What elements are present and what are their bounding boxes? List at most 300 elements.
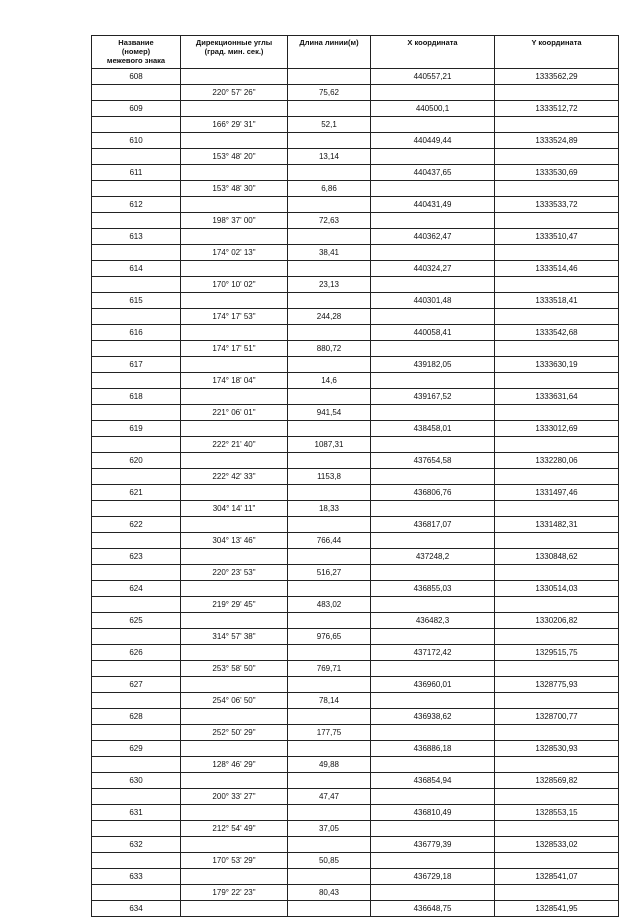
point-row	[92, 229, 619, 245]
empty-cell	[181, 645, 288, 661]
empty-cell	[92, 341, 181, 357]
segment-row	[92, 661, 619, 677]
point-name-cell: 631	[92, 805, 181, 821]
bearing-cell: 304° 13' 46"	[181, 533, 288, 549]
bearing-cell: 153° 48' 30"	[181, 181, 288, 197]
y-coordinate-cell: 1330514,03	[495, 581, 619, 597]
bearing-cell: 212° 54' 49"	[181, 821, 288, 837]
header-text: Y координата	[531, 38, 582, 47]
empty-cell	[92, 181, 181, 197]
empty-cell	[371, 213, 495, 229]
length-cell: 769,71	[288, 661, 371, 677]
point-name-cell: 619	[92, 421, 181, 437]
empty-cell	[92, 757, 181, 773]
y-coordinate-cell: 1332280,06	[495, 453, 619, 469]
empty-cell	[181, 485, 288, 501]
point-name-cell: 616	[92, 325, 181, 341]
point-row	[92, 485, 619, 501]
column-header-x-coordinate	[371, 36, 495, 69]
y-coordinate-cell: 1328533,02	[495, 837, 619, 853]
x-coordinate-cell: 440437,65	[371, 165, 495, 181]
empty-cell	[495, 757, 619, 773]
bearing-cell: 252° 50' 29"	[181, 725, 288, 741]
point-row	[92, 357, 619, 373]
empty-cell	[92, 853, 181, 869]
bearing-cell: 198° 37' 00"	[181, 213, 288, 229]
empty-cell	[371, 245, 495, 261]
x-coordinate-cell: 439167,52	[371, 389, 495, 405]
x-coordinate-cell: 436779,39	[371, 837, 495, 853]
empty-cell	[371, 693, 495, 709]
empty-cell	[181, 325, 288, 341]
x-coordinate-cell: 436729,18	[371, 869, 495, 885]
y-coordinate-cell: 1333510,47	[495, 229, 619, 245]
point-row	[92, 805, 619, 821]
segment-row	[92, 629, 619, 645]
empty-cell	[92, 501, 181, 517]
empty-cell	[181, 197, 288, 213]
x-coordinate-cell: 440058,41	[371, 325, 495, 341]
length-cell: 1087,31	[288, 437, 371, 453]
empty-cell	[181, 421, 288, 437]
segment-row	[92, 597, 619, 613]
point-row	[92, 677, 619, 693]
bearing-cell: 254° 06' 50"	[181, 693, 288, 709]
length-cell: 941,54	[288, 405, 371, 421]
point-row	[92, 901, 619, 917]
segment-row	[92, 85, 619, 101]
length-cell: 78,14	[288, 693, 371, 709]
point-name-cell: 610	[92, 133, 181, 149]
point-name-cell: 612	[92, 197, 181, 213]
point-name-cell: 634	[92, 901, 181, 917]
x-coordinate-cell: 436960,01	[371, 677, 495, 693]
empty-cell	[495, 821, 619, 837]
point-row	[92, 517, 619, 533]
empty-cell	[181, 773, 288, 789]
empty-cell	[181, 453, 288, 469]
empty-cell	[371, 373, 495, 389]
empty-cell	[92, 85, 181, 101]
empty-cell	[495, 533, 619, 549]
empty-cell	[92, 373, 181, 389]
point-name-cell: 617	[92, 357, 181, 373]
empty-cell	[181, 741, 288, 757]
y-coordinate-cell: 1333630,19	[495, 357, 619, 373]
point-row	[92, 133, 619, 149]
empty-cell	[495, 661, 619, 677]
empty-cell	[181, 869, 288, 885]
y-coordinate-cell: 1333514,46	[495, 261, 619, 277]
length-cell: 177,75	[288, 725, 371, 741]
empty-cell	[288, 901, 371, 917]
x-coordinate-cell: 437172,42	[371, 645, 495, 661]
table-body	[92, 69, 619, 917]
empty-cell	[92, 437, 181, 453]
y-coordinate-cell: 1329515,75	[495, 645, 619, 661]
empty-cell	[495, 245, 619, 261]
point-name-cell: 630	[92, 773, 181, 789]
y-coordinate-cell: 1333012,69	[495, 421, 619, 437]
empty-cell	[495, 309, 619, 325]
table-header-row	[92, 36, 619, 69]
header-text: Длина линии(м)	[299, 38, 359, 47]
segment-row	[92, 885, 619, 901]
empty-cell	[371, 661, 495, 677]
y-coordinate-cell: 1333631,64	[495, 389, 619, 405]
empty-cell	[371, 853, 495, 869]
x-coordinate-cell: 440449,44	[371, 133, 495, 149]
bearing-cell: 174° 17' 53"	[181, 309, 288, 325]
y-coordinate-cell: 1328541,07	[495, 869, 619, 885]
segment-row	[92, 725, 619, 741]
empty-cell	[495, 85, 619, 101]
empty-cell	[181, 517, 288, 533]
y-coordinate-cell: 1333530,69	[495, 165, 619, 181]
empty-cell	[288, 261, 371, 277]
point-name-cell: 608	[92, 69, 181, 85]
x-coordinate-cell: 438458,01	[371, 421, 495, 437]
segment-row	[92, 469, 619, 485]
empty-cell	[371, 725, 495, 741]
empty-cell	[92, 117, 181, 133]
segment-row	[92, 501, 619, 517]
x-coordinate-cell: 440301,48	[371, 293, 495, 309]
length-cell: 766,44	[288, 533, 371, 549]
point-name-cell: 628	[92, 709, 181, 725]
y-coordinate-cell: 1328553,15	[495, 805, 619, 821]
point-name-cell: 627	[92, 677, 181, 693]
empty-cell	[181, 165, 288, 181]
point-name-cell: 623	[92, 549, 181, 565]
empty-cell	[92, 789, 181, 805]
empty-cell	[92, 277, 181, 293]
segment-row	[92, 181, 619, 197]
point-row	[92, 549, 619, 565]
empty-cell	[288, 869, 371, 885]
point-name-cell: 611	[92, 165, 181, 181]
segment-row	[92, 341, 619, 357]
empty-cell	[181, 613, 288, 629]
x-coordinate-cell: 437654,58	[371, 453, 495, 469]
x-coordinate-cell: 436886,18	[371, 741, 495, 757]
segment-row	[92, 565, 619, 581]
bearing-cell: 200° 33' 27"	[181, 789, 288, 805]
y-coordinate-cell: 1333518,41	[495, 293, 619, 309]
empty-cell	[288, 549, 371, 565]
bearing-cell: 222° 42' 33"	[181, 469, 288, 485]
empty-cell	[181, 549, 288, 565]
point-row	[92, 325, 619, 341]
x-coordinate-cell: 436810,49	[371, 805, 495, 821]
length-cell: 72,63	[288, 213, 371, 229]
point-row	[92, 101, 619, 117]
x-coordinate-cell: 440431,49	[371, 197, 495, 213]
empty-cell	[288, 165, 371, 181]
length-cell: 75,62	[288, 85, 371, 101]
y-coordinate-cell: 1331497,46	[495, 485, 619, 501]
empty-cell	[371, 117, 495, 133]
point-row	[92, 293, 619, 309]
y-coordinate-cell: 1328569,82	[495, 773, 619, 789]
empty-cell	[288, 485, 371, 501]
y-coordinate-cell: 1328530,93	[495, 741, 619, 757]
empty-cell	[92, 821, 181, 837]
bearing-cell: 153° 48' 20"	[181, 149, 288, 165]
bearing-cell: 221° 06' 01"	[181, 405, 288, 421]
segment-row	[92, 245, 619, 261]
point-name-cell: 621	[92, 485, 181, 501]
point-row	[92, 869, 619, 885]
length-cell: 14,6	[288, 373, 371, 389]
empty-cell	[181, 805, 288, 821]
empty-cell	[92, 405, 181, 421]
empty-cell	[181, 837, 288, 853]
empty-cell	[288, 197, 371, 213]
length-cell: 1153,8	[288, 469, 371, 485]
point-name-cell: 622	[92, 517, 181, 533]
empty-cell	[288, 101, 371, 117]
y-coordinate-cell: 1333524,89	[495, 133, 619, 149]
empty-cell	[92, 469, 181, 485]
point-row	[92, 613, 619, 629]
empty-cell	[495, 277, 619, 293]
point-row	[92, 773, 619, 789]
empty-cell	[181, 101, 288, 117]
point-row	[92, 197, 619, 213]
empty-cell	[371, 789, 495, 805]
point-row	[92, 453, 619, 469]
length-cell: 483,02	[288, 597, 371, 613]
empty-cell	[181, 293, 288, 309]
x-coordinate-cell: 436817,07	[371, 517, 495, 533]
bearing-cell: 170° 10' 02"	[181, 277, 288, 293]
empty-cell	[371, 309, 495, 325]
empty-cell	[288, 613, 371, 629]
segment-row	[92, 117, 619, 133]
header-text: (град. мин. сек.)	[204, 47, 264, 56]
bearing-cell: 253° 58' 50"	[181, 661, 288, 677]
empty-cell	[495, 405, 619, 421]
empty-cell	[495, 693, 619, 709]
segment-row	[92, 309, 619, 325]
empty-cell	[92, 565, 181, 581]
point-name-cell: 629	[92, 741, 181, 757]
empty-cell	[181, 389, 288, 405]
segment-row	[92, 277, 619, 293]
empty-cell	[495, 597, 619, 613]
point-name-cell: 609	[92, 101, 181, 117]
empty-cell	[288, 325, 371, 341]
y-coordinate-cell: 1333542,68	[495, 325, 619, 341]
empty-cell	[181, 357, 288, 373]
point-name-cell: 633	[92, 869, 181, 885]
length-cell: 880,72	[288, 341, 371, 357]
empty-cell	[181, 261, 288, 277]
empty-cell	[495, 853, 619, 869]
x-coordinate-cell: 440362,47	[371, 229, 495, 245]
empty-cell	[371, 341, 495, 357]
empty-cell	[288, 773, 371, 789]
empty-cell	[288, 677, 371, 693]
bearing-cell: 174° 17' 51"	[181, 341, 288, 357]
empty-cell	[371, 757, 495, 773]
empty-cell	[92, 629, 181, 645]
empty-cell	[288, 645, 371, 661]
segment-row	[92, 693, 619, 709]
bearing-cell: 179° 22' 23"	[181, 885, 288, 901]
empty-cell	[288, 709, 371, 725]
empty-cell	[371, 597, 495, 613]
length-cell: 49,88	[288, 757, 371, 773]
empty-cell	[371, 437, 495, 453]
bearing-cell: 128° 46' 29"	[181, 757, 288, 773]
segment-row	[92, 789, 619, 805]
empty-cell	[92, 533, 181, 549]
point-row	[92, 741, 619, 757]
empty-cell	[288, 741, 371, 757]
x-coordinate-cell: 439182,05	[371, 357, 495, 373]
length-cell: 38,41	[288, 245, 371, 261]
empty-cell	[92, 693, 181, 709]
empty-cell	[371, 501, 495, 517]
y-coordinate-cell: 1330848,62	[495, 549, 619, 565]
x-coordinate-cell: 436938,62	[371, 709, 495, 725]
x-coordinate-cell: 436482,3	[371, 613, 495, 629]
point-name-cell: 625	[92, 613, 181, 629]
bearing-cell: 304° 14' 11"	[181, 501, 288, 517]
column-header-y-coordinate	[495, 36, 619, 69]
empty-cell	[371, 277, 495, 293]
empty-cell	[288, 133, 371, 149]
y-coordinate-cell: 1333533,72	[495, 197, 619, 213]
segment-row	[92, 405, 619, 421]
point-name-cell: 624	[92, 581, 181, 597]
length-cell: 52,1	[288, 117, 371, 133]
empty-cell	[92, 245, 181, 261]
segment-row	[92, 213, 619, 229]
y-coordinate-cell: 1333512,72	[495, 101, 619, 117]
empty-cell	[92, 309, 181, 325]
length-cell: 244,28	[288, 309, 371, 325]
x-coordinate-cell: 436806,76	[371, 485, 495, 501]
bearing-cell: 220° 23' 53"	[181, 565, 288, 581]
empty-cell	[92, 213, 181, 229]
empty-cell	[92, 597, 181, 613]
empty-cell	[288, 229, 371, 245]
header-text: межевого знака	[106, 56, 166, 65]
empty-cell	[495, 565, 619, 581]
length-cell: 23,13	[288, 277, 371, 293]
empty-cell	[495, 117, 619, 133]
length-cell: 976,65	[288, 629, 371, 645]
length-cell: 6,86	[288, 181, 371, 197]
x-coordinate-cell: 440324,27	[371, 261, 495, 277]
empty-cell	[288, 421, 371, 437]
header-text: Название	[118, 38, 154, 47]
empty-cell	[495, 629, 619, 645]
x-coordinate-cell: 436855,03	[371, 581, 495, 597]
empty-cell	[288, 805, 371, 821]
empty-cell	[181, 677, 288, 693]
length-cell: 47,47	[288, 789, 371, 805]
empty-cell	[495, 149, 619, 165]
empty-cell	[371, 533, 495, 549]
x-coordinate-cell: 440557,21	[371, 69, 495, 85]
header-text: Дирекционные углы	[195, 38, 273, 47]
empty-cell	[371, 405, 495, 421]
empty-cell	[371, 85, 495, 101]
empty-cell	[495, 885, 619, 901]
y-coordinate-cell: 1328775,93	[495, 677, 619, 693]
empty-cell	[371, 885, 495, 901]
point-name-cell: 632	[92, 837, 181, 853]
empty-cell	[495, 789, 619, 805]
header-text: (номер)	[121, 47, 151, 56]
empty-cell	[371, 565, 495, 581]
bearing-cell: 314° 57' 38"	[181, 629, 288, 645]
segment-row	[92, 373, 619, 389]
empty-cell	[92, 725, 181, 741]
empty-cell	[288, 581, 371, 597]
bearing-cell: 219° 29' 45"	[181, 597, 288, 613]
x-coordinate-cell: 440500,1	[371, 101, 495, 117]
boundary-coordinates-table	[91, 35, 619, 917]
empty-cell	[181, 901, 288, 917]
empty-cell	[288, 453, 371, 469]
length-cell: 516,27	[288, 565, 371, 581]
segment-row	[92, 853, 619, 869]
segment-row	[92, 757, 619, 773]
empty-cell	[495, 213, 619, 229]
empty-cell	[371, 149, 495, 165]
empty-cell	[92, 149, 181, 165]
empty-cell	[288, 837, 371, 853]
y-coordinate-cell: 1328700,77	[495, 709, 619, 725]
point-row	[92, 261, 619, 277]
empty-cell	[495, 341, 619, 357]
length-cell: 37,05	[288, 821, 371, 837]
empty-cell	[288, 69, 371, 85]
column-header-point-name	[92, 36, 181, 69]
empty-cell	[181, 133, 288, 149]
empty-cell	[181, 581, 288, 597]
point-name-cell: 615	[92, 293, 181, 309]
x-coordinate-cell: 437248,2	[371, 549, 495, 565]
empty-cell	[181, 229, 288, 245]
empty-cell	[495, 725, 619, 741]
length-cell: 13,14	[288, 149, 371, 165]
bearing-cell: 174° 02' 13"	[181, 245, 288, 261]
point-row	[92, 581, 619, 597]
point-name-cell: 613	[92, 229, 181, 245]
empty-cell	[371, 821, 495, 837]
column-header-length	[288, 36, 371, 69]
empty-cell	[92, 661, 181, 677]
x-coordinate-cell: 436648,75	[371, 901, 495, 917]
y-coordinate-cell: 1330206,82	[495, 613, 619, 629]
bearing-cell: 170° 53' 29"	[181, 853, 288, 869]
point-row	[92, 837, 619, 853]
empty-cell	[495, 437, 619, 453]
empty-cell	[288, 293, 371, 309]
point-row	[92, 165, 619, 181]
length-cell: 18,33	[288, 501, 371, 517]
empty-cell	[495, 469, 619, 485]
column-header-bearing	[181, 36, 288, 69]
segment-row	[92, 149, 619, 165]
y-coordinate-cell: 1331482,31	[495, 517, 619, 533]
